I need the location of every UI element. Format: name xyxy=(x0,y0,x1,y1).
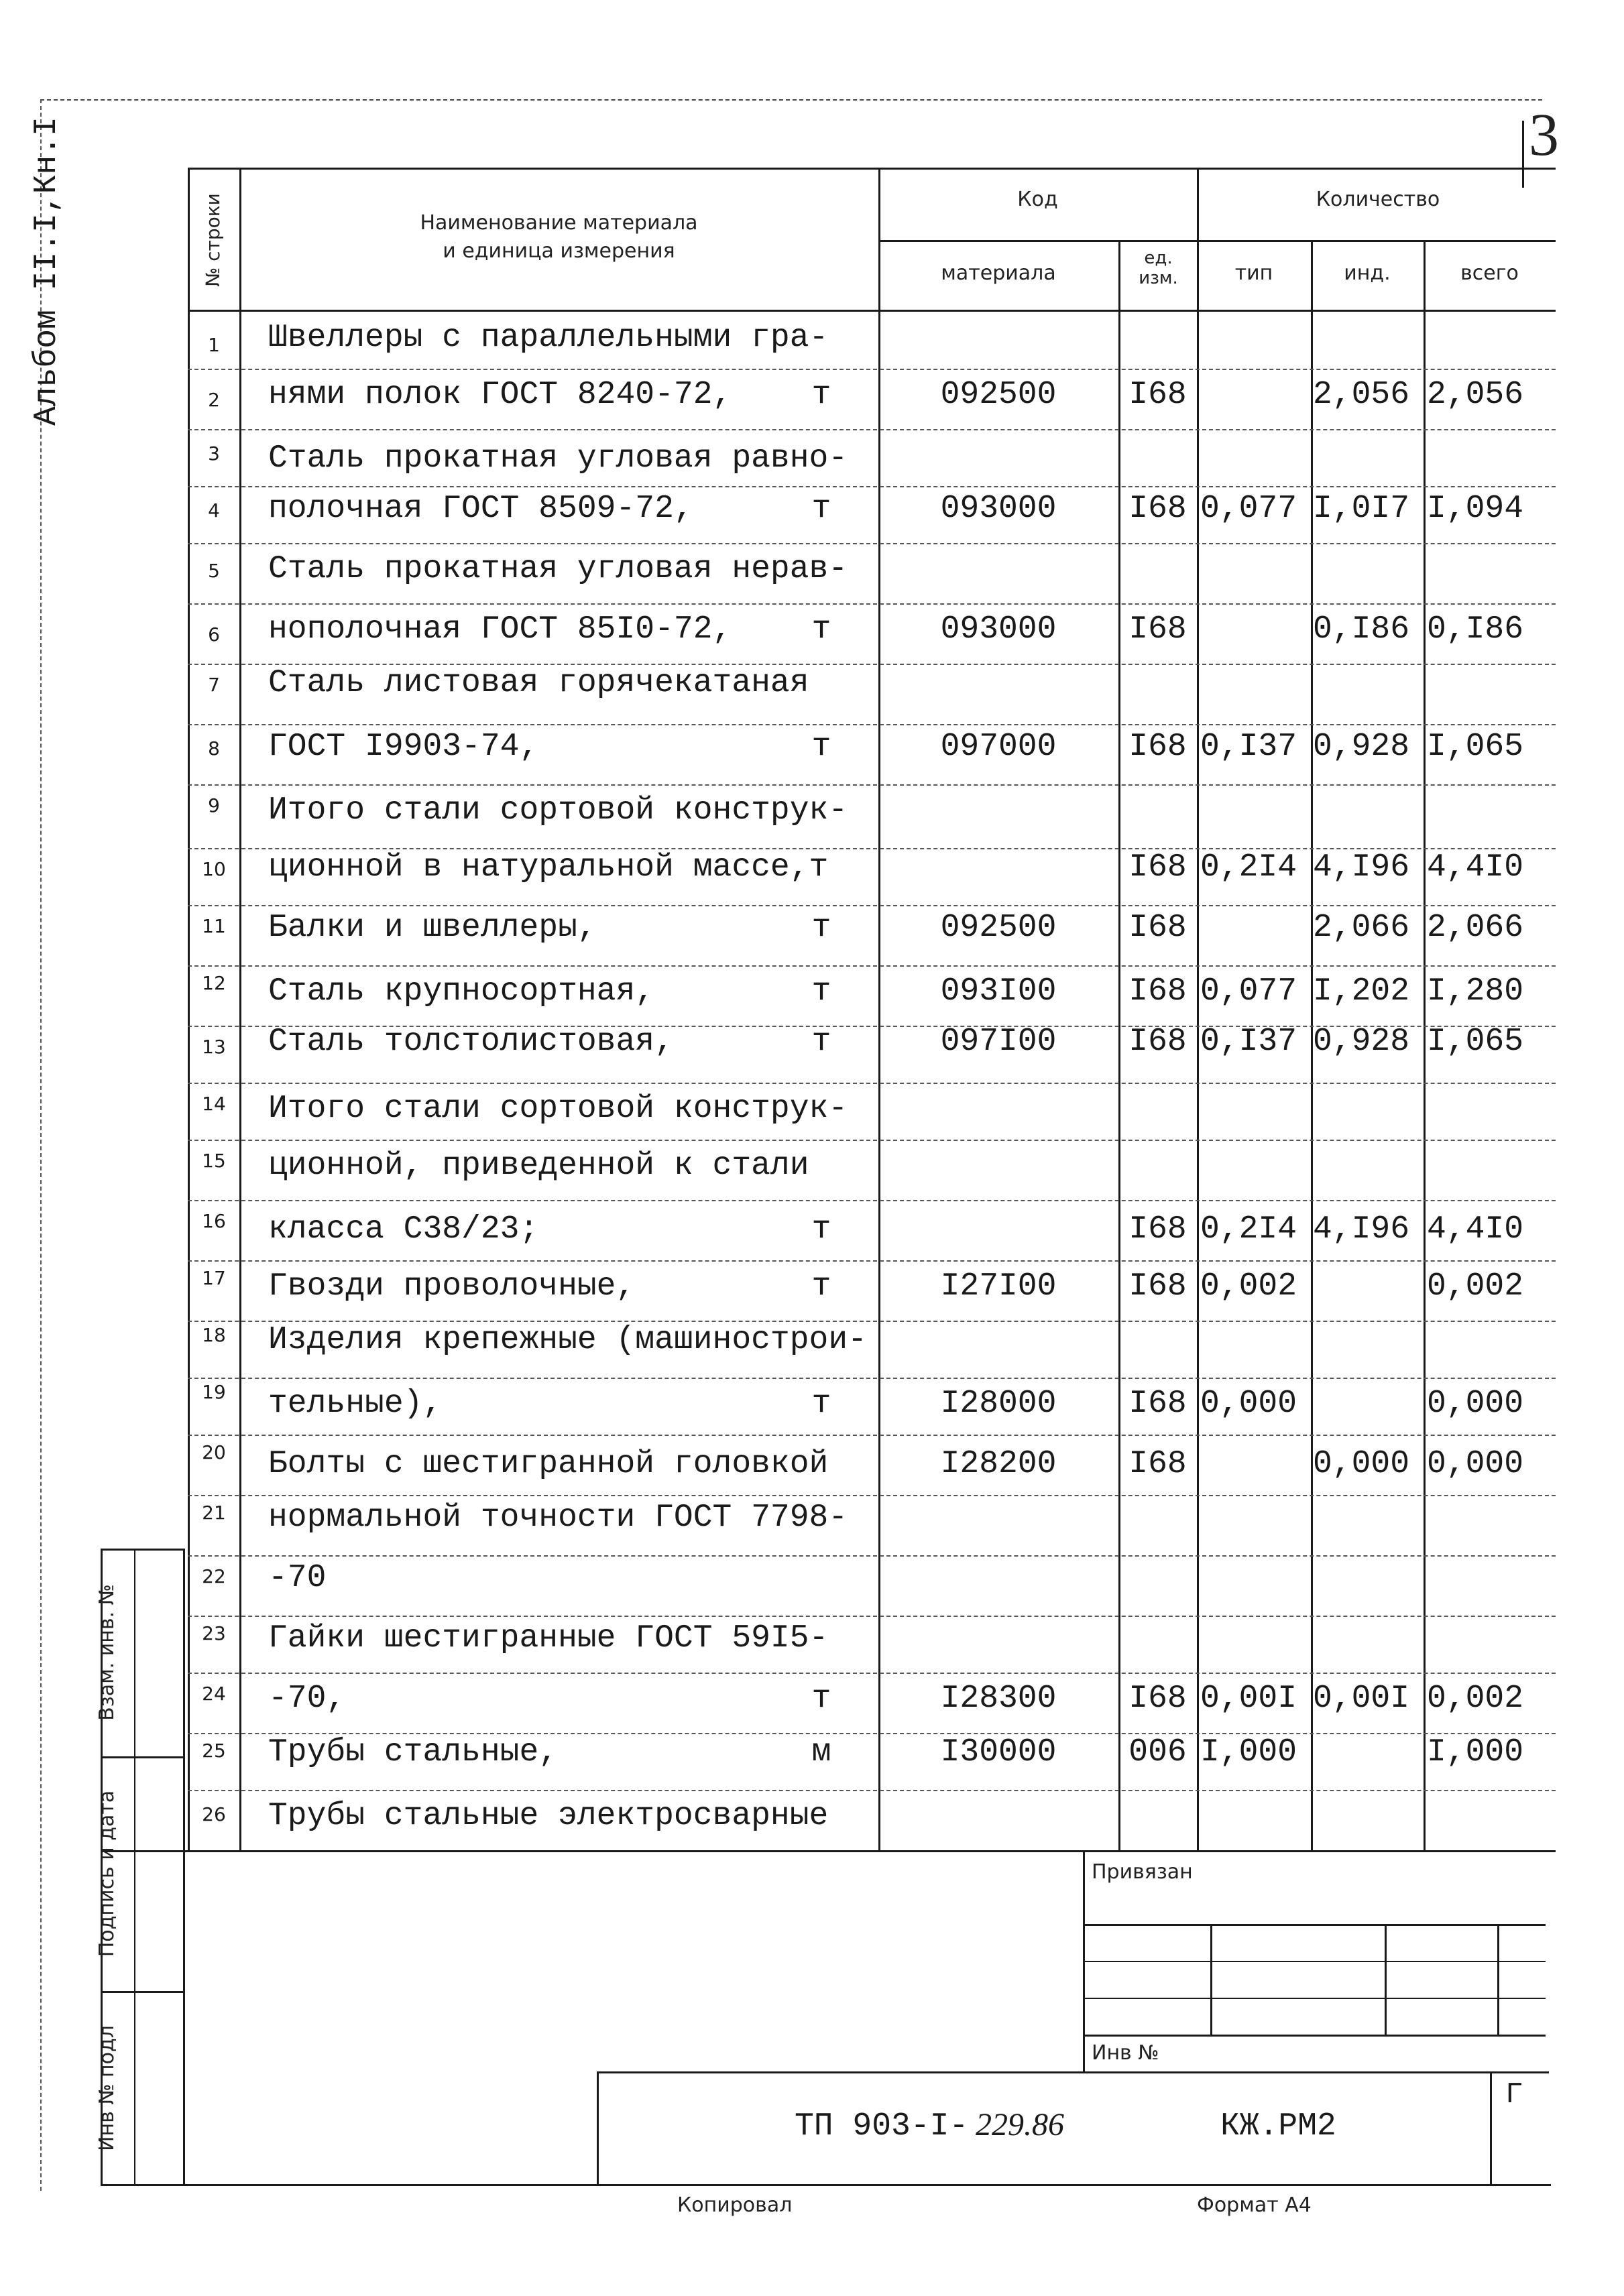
cell-name: Болты с шестигранной головкой xyxy=(268,1446,829,1482)
cell-code: I28000 xyxy=(940,1386,1057,1422)
header-name-line1: Наименование материала xyxy=(420,211,698,235)
cell-ind: I,0I7 xyxy=(1313,491,1410,527)
cell-unit: т xyxy=(811,729,831,765)
cell-code: 097I00 xyxy=(940,1024,1057,1060)
cell-tip: 0,I37 xyxy=(1200,1024,1297,1060)
cell-unit: т xyxy=(811,973,831,1010)
cell-name: Сталь листовая горячекатаная xyxy=(268,665,809,701)
row-number: 1 xyxy=(208,334,220,356)
cell-name: класса С38/23; xyxy=(268,1211,539,1248)
cell-ind: I,202 xyxy=(1313,973,1410,1010)
cell-unit: т xyxy=(811,1681,831,1717)
cell-ind: 0,I86 xyxy=(1313,611,1410,648)
header-row-number: № строки xyxy=(202,193,224,287)
cell-ind: 0,928 xyxy=(1313,1024,1410,1060)
cell-eu: I68 xyxy=(1128,729,1187,765)
cell-name: Трубы стальные, xyxy=(268,1734,559,1770)
cell-name: Изделия крепежные (машинострои- xyxy=(268,1322,867,1358)
header-q-type: тип xyxy=(1234,261,1273,285)
album-caption: Альбом II.I,Кн.I xyxy=(29,117,65,426)
cell-unit: т xyxy=(811,1211,831,1248)
cell-total: 2,056 xyxy=(1427,377,1524,413)
header-code: Код xyxy=(1017,188,1058,211)
row-number: 10 xyxy=(202,858,226,880)
row-number: 9 xyxy=(208,794,220,817)
cell-name: Сталь крупносортная, xyxy=(268,973,655,1010)
row-number: 23 xyxy=(202,1622,226,1644)
stamp-doc-code: ТП 903-I- xyxy=(795,2108,969,2144)
row-number: 25 xyxy=(202,1740,226,1762)
stamp-inv-no: Инв № xyxy=(1092,2041,1159,2065)
cell-total: 0,000 xyxy=(1427,1386,1524,1422)
stamp-sheet-code: КЖ.РМ2 xyxy=(1220,2108,1336,2144)
cell-ind: 2,056 xyxy=(1313,377,1410,413)
row-number: 7 xyxy=(208,674,220,696)
cell-code: 092500 xyxy=(940,910,1057,946)
cell-name: ГОСТ I9903-74, xyxy=(268,729,539,765)
cell-total: 0,002 xyxy=(1427,1681,1524,1717)
cell-ind: 0,000 xyxy=(1313,1446,1410,1482)
row-number: 20 xyxy=(202,1441,226,1463)
cell-total: 2,066 xyxy=(1427,910,1524,946)
cell-name: Итого стали сортовой конструк- xyxy=(268,792,848,829)
cell-tip: 0,002 xyxy=(1200,1268,1297,1305)
cell-name: полочная ГОСТ 8509-72, xyxy=(268,491,693,527)
row-number: 18 xyxy=(202,1324,226,1346)
cell-total: I,000 xyxy=(1427,1734,1524,1770)
cell-name: Сталь прокатная угловая равно- xyxy=(268,440,848,477)
cell-eu: I68 xyxy=(1128,1268,1187,1305)
cell-tip: 0,000 xyxy=(1200,1386,1297,1422)
cell-eu: I68 xyxy=(1128,491,1187,527)
cell-unit: т xyxy=(811,611,831,648)
cell-total: 4,4I0 xyxy=(1427,1211,1524,1248)
cell-unit: т xyxy=(811,1268,831,1305)
cell-name: ционной, приведенной к стали xyxy=(268,1148,809,1184)
row-number: 6 xyxy=(208,623,220,646)
cell-code: 093000 xyxy=(940,491,1057,527)
cell-name: Гайки шестигранные ГОСТ 59I5- xyxy=(268,1620,829,1656)
cell-name: ционной в натуральной массе,т xyxy=(268,849,829,886)
cell-tip: 0,2I4 xyxy=(1200,1211,1297,1248)
cell-unit: т xyxy=(811,377,831,413)
header-code-unit: ед. изм. xyxy=(1139,248,1178,288)
cell-ind: 0,928 xyxy=(1313,729,1410,765)
cell-tip: 0,00I xyxy=(1200,1681,1297,1717)
cell-name: нормальной точности ГОСТ 7798- xyxy=(268,1500,848,1536)
row-number: 4 xyxy=(208,499,220,522)
row-number: 5 xyxy=(208,560,220,582)
row-number: 12 xyxy=(202,972,226,994)
cell-name: нями полок ГОСТ 8240-72, xyxy=(268,377,732,413)
cell-code: I28200 xyxy=(940,1446,1057,1482)
row-number: 3 xyxy=(208,442,220,465)
row-number: 8 xyxy=(208,737,220,760)
stamp-privyazan: Привязан xyxy=(1092,1860,1193,1884)
row-number: 2 xyxy=(208,389,220,411)
cell-total: 0,000 xyxy=(1427,1446,1524,1482)
cell-eu: I68 xyxy=(1128,1681,1187,1717)
cell-name: Итого стали сортовой конструк- xyxy=(268,1091,848,1127)
cell-eu: I68 xyxy=(1128,1211,1187,1248)
cell-unit: т xyxy=(811,491,831,527)
row-number: 15 xyxy=(202,1150,226,1172)
cell-code: 093I00 xyxy=(940,973,1057,1010)
cell-ind: 2,066 xyxy=(1313,910,1410,946)
cell-total: 0,I86 xyxy=(1427,611,1524,648)
cell-total: 4,4I0 xyxy=(1427,849,1524,886)
cell-eu: I68 xyxy=(1128,1386,1187,1422)
cell-unit: т xyxy=(811,910,831,946)
cell-eu: I68 xyxy=(1128,849,1187,886)
cell-eu: 006 xyxy=(1128,1734,1187,1770)
cell-eu: I68 xyxy=(1128,973,1187,1010)
cell-code: I28300 xyxy=(940,1681,1057,1717)
cell-code: 097000 xyxy=(940,729,1057,765)
header-code-material: материала xyxy=(941,261,1056,285)
cell-ind: 4,I96 xyxy=(1313,1211,1410,1248)
row-number: 26 xyxy=(202,1803,226,1825)
cell-tip: 0,077 xyxy=(1200,973,1297,1010)
row-number: 22 xyxy=(202,1565,226,1587)
cell-tip: I,000 xyxy=(1200,1734,1297,1770)
footer-format: Формат А4 xyxy=(1197,2193,1312,2217)
row-number: 24 xyxy=(202,1683,226,1705)
stamp-vzam-inv: Взам. инв. № xyxy=(95,1584,119,1721)
cell-total: I,065 xyxy=(1427,1024,1524,1060)
cell-ind: 4,I96 xyxy=(1313,849,1410,886)
cell-name: -70 xyxy=(268,1560,327,1596)
stamp-doc-code-handwritten: 229.86 xyxy=(976,2107,1064,2142)
stamp-inv-original: Инв № подл xyxy=(95,2025,119,2151)
header-quantity: Количество xyxy=(1316,188,1440,211)
page-number: 3 xyxy=(1529,102,1559,168)
cell-tip: 0,2I4 xyxy=(1200,849,1297,886)
cell-name: -70, xyxy=(268,1681,346,1717)
cell-eu: I68 xyxy=(1128,377,1187,413)
cell-total: 0,002 xyxy=(1427,1268,1524,1305)
cell-unit: т xyxy=(811,1386,831,1422)
cell-eu: I68 xyxy=(1128,1446,1187,1482)
cell-eu: I68 xyxy=(1128,611,1187,648)
cell-name: Сталь толстолистовая, xyxy=(268,1024,674,1060)
footer-copied: Копировал xyxy=(677,2193,793,2217)
cell-tip: 0,077 xyxy=(1200,491,1297,527)
cell-tip: 0,I37 xyxy=(1200,729,1297,765)
cell-name: Сталь прокатная угловая нерав- xyxy=(268,551,848,587)
header-name-line2: и единица измерения xyxy=(443,239,675,263)
cell-total: I,280 xyxy=(1427,973,1524,1010)
cell-eu: I68 xyxy=(1128,910,1187,946)
cell-name: Гвозди проволочные, xyxy=(268,1268,636,1305)
cell-code: 093000 xyxy=(940,611,1057,648)
cell-name: Швеллеры с параллельными гра- xyxy=(268,320,829,356)
cell-code: I27I00 xyxy=(940,1268,1057,1305)
cell-name: Балки и швеллеры, xyxy=(268,910,597,946)
cell-eu: I68 xyxy=(1128,1024,1187,1060)
row-number: 13 xyxy=(202,1036,226,1058)
cell-name: тельные), xyxy=(268,1386,443,1422)
row-number: 17 xyxy=(202,1267,226,1289)
cell-code: 092500 xyxy=(940,377,1057,413)
cell-total: I,065 xyxy=(1427,729,1524,765)
cell-total: I,094 xyxy=(1427,491,1524,527)
cell-unit: т xyxy=(811,1024,831,1060)
row-number: 16 xyxy=(202,1210,226,1232)
row-number: 14 xyxy=(202,1093,226,1115)
stamp-corner-mark: Г xyxy=(1505,2078,1523,2112)
cell-code: I30000 xyxy=(940,1734,1057,1770)
cell-name: Трубы стальные электросварные xyxy=(268,1798,829,1834)
header-q-total: всего xyxy=(1460,261,1519,285)
cell-unit: м xyxy=(811,1734,831,1770)
cell-ind: 0,00I xyxy=(1313,1681,1410,1717)
row-number: 19 xyxy=(202,1381,226,1403)
header-q-ind: инд. xyxy=(1344,261,1391,285)
stamp-signature-date: Подпись и дата xyxy=(95,1790,119,1957)
row-number: 11 xyxy=(202,915,226,937)
cell-name: нополочная ГОСТ 85I0-72, xyxy=(268,611,732,648)
row-number: 21 xyxy=(202,1502,226,1524)
